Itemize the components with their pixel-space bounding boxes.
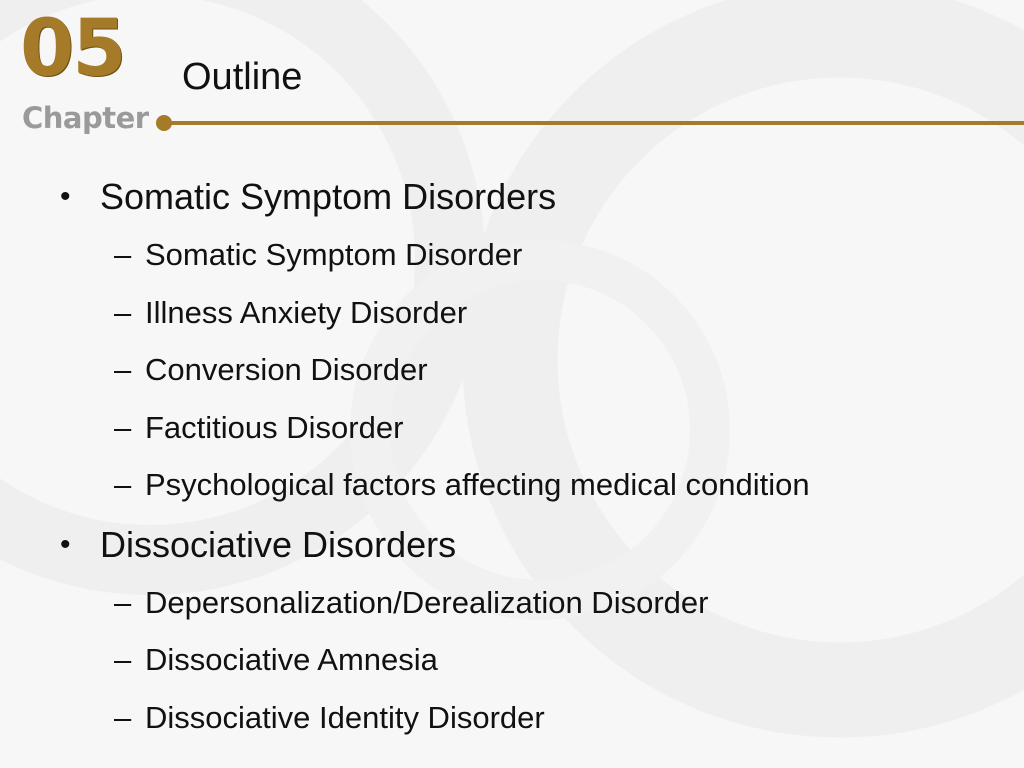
outline-topic — [60, 172, 1000, 514]
subtopic-label: Conversion Disorder — [145, 352, 428, 387]
subtopic-item — [100, 689, 1000, 747]
dash-icon: – — [114, 642, 132, 677]
outline-list — [60, 172, 1000, 752]
subtopic-item — [100, 631, 1000, 689]
subtopic-label: Dissociative Amnesia — [145, 642, 438, 677]
title-rule — [156, 115, 1024, 131]
topic-label: Dissociative Disorders — [100, 523, 457, 565]
subtopic-item — [100, 456, 1000, 514]
chapter-label: Chapter — [22, 101, 149, 135]
dash-icon: – — [114, 294, 132, 330]
subtopic-list — [100, 226, 1000, 514]
dash-icon: – — [114, 584, 132, 620]
dash-icon: – — [114, 352, 132, 387]
subtopic-item — [100, 284, 1000, 342]
subtopic-label: Somatic Symptom Disorder — [145, 237, 523, 272]
dash-icon: – — [114, 237, 132, 272]
subtopic-label: Factitious Disorder — [145, 409, 404, 445]
bullet-icon: • — [60, 527, 71, 561]
title-rule-dot — [156, 115, 172, 131]
dash-icon: – — [114, 467, 132, 502]
subtopic-item — [100, 399, 1000, 457]
subtopic-list — [100, 574, 1000, 747]
subtopic-label: Depersonalization/Derealization Disorder — [145, 584, 709, 620]
subtopic-item — [100, 226, 1000, 284]
slide-title: Outline — [182, 56, 303, 98]
title-rule-line — [164, 121, 1024, 125]
dash-icon: – — [114, 699, 132, 735]
chapter-number: 05 — [20, 4, 125, 94]
subtopic-item — [100, 341, 1000, 399]
subtopic-item — [100, 574, 1000, 632]
subtopic-label: Illness Anxiety Disorder — [145, 294, 468, 330]
topic-label: Somatic Symptom Disorders — [100, 176, 557, 217]
subtopic-label: Dissociative Identity Disorder — [145, 699, 545, 735]
subtopic-label: Psychological factors affecting medical condition — [145, 467, 810, 502]
bullet-icon: • — [60, 180, 71, 213]
outline-topic — [60, 520, 1000, 747]
dash-icon: – — [114, 409, 132, 445]
